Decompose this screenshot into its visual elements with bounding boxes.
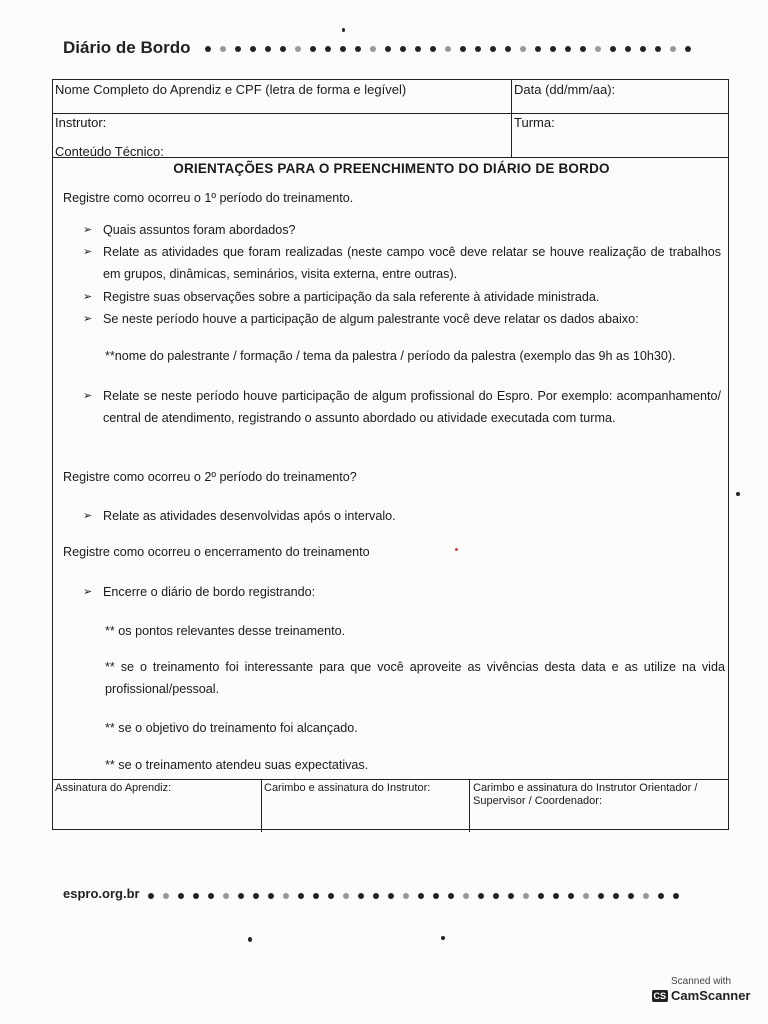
divider-dot [385, 46, 391, 52]
data-field-label[interactable]: Data (dd/mm/aa): [514, 82, 616, 97]
divider-dot [148, 893, 154, 899]
camscanner-watermark: Scanned with CS CamScanner [653, 976, 751, 1003]
divider-dot [445, 46, 451, 52]
divider-dot [613, 893, 619, 899]
arrowhead-bullet-icon: ➢ [83, 510, 93, 522]
scan-speck [736, 492, 740, 496]
divider-dot [223, 893, 229, 899]
divider-dot [250, 46, 256, 52]
divider-dot [238, 893, 244, 899]
divider-dot [280, 46, 286, 52]
instruction-paragraph: Registre como ocorreu o encerramento do treinamento [63, 545, 370, 559]
divider-dot [205, 46, 211, 52]
instruction-sub-item: ** se o objetivo do treinamento foi alcançado. [105, 721, 358, 735]
signature-divider [261, 780, 262, 832]
scan-speck [441, 936, 445, 940]
divider-dot [358, 893, 364, 899]
divider-dot [628, 893, 634, 899]
diario-de-bordo-form: Nome Completo do Aprendiz e CPF (letra de forma e legível) Data (dd/mm/aa): Instrutor: Turma: Conteúdo Técnico: ORIENTAÇÕES PARA O PREENCHIMENTO DO DIÁRIO DE BORDO Registre como ocorreu o 1º período do treinamento. ➢ Quais assuntos foram abordados? ➢ Relate as atividades que foram realizadas (neste campo você deve relatar se houve realização de trabalhos em grupos, dinâmicas, seminários, visita externa, entre outras). ➢ Registre suas observações sobre a participação da sala referente à atividade ministrada. ➢ Se neste período houve a participação de algum palestrante você deve relatar os dados abaixo: **nome do palestrante / formação / tema da palestra / período da palestra (exemplo das 9h as 10h30). ➢ Relate se neste período houve participação de algum profissional do Espro. Por exemplo: acompanhamento/ central de atendimento, registrando o assunto abordado ou atividade executada com turma. Registre como ocorreu o 2º período do treinamento? ➢ Relate as atividades desenvolvidas após o intervalo. Registre como ocorreu o encerramento do treinamento ➢ Encerre o diário de bordo registrando: ** os pontos relevantes desse treinamento. ** se o treinamento foi interessante para que você aproveite as vivências desta data e as utilize na vida profissional/pessoal. ** se o objetivo do treinamento foi alcançado. ** se o treinamento atendeu suas expectativas. Assinatura do Aprendiz: Carimbo e assinatura do Instrutor: Carimbo e assinatura do Instrutor Orientador / Supervisor / Coordenador: [52, 79, 729, 830]
arrowhead-bullet-icon: ➢ [83, 224, 93, 236]
divider-dot [490, 46, 496, 52]
page-header-title: Diário de Bordo [63, 38, 191, 57]
divider-dot [658, 893, 664, 899]
divider-dot [373, 893, 379, 899]
divider-dot [343, 893, 349, 899]
arrowhead-bullet-icon: ➢ [83, 313, 93, 325]
scan-speck [248, 937, 252, 942]
instruction-sub-item: ** se o treinamento atendeu suas expectativas. [105, 758, 369, 772]
divider-dot [610, 46, 616, 52]
divider-dot [655, 46, 661, 52]
divider-dot [475, 46, 481, 52]
arrowhead-bullet-icon: ➢ [83, 390, 93, 402]
assinatura-orientador-field[interactable]: Carimbo e assinatura do Instrutor Orientador / Supervisor / Coordenador: [473, 782, 698, 807]
footer-dot-divider [148, 893, 679, 899]
divider-dot [355, 46, 361, 52]
divider-dot [580, 46, 586, 52]
divider-dot [388, 893, 394, 899]
divider-dot [673, 893, 679, 899]
divider-dot [643, 893, 649, 899]
divider-dot [208, 893, 214, 899]
divider-dot [568, 893, 574, 899]
divider-dot [535, 46, 541, 52]
divider-dot [370, 46, 376, 52]
divider-dot [418, 893, 424, 899]
divider-dot [193, 893, 199, 899]
divider-dot [670, 46, 676, 52]
arrowhead-bullet-icon: ➢ [83, 246, 93, 258]
divider-dot [433, 893, 439, 899]
divider-dot [295, 46, 301, 52]
divider-dot [283, 893, 289, 899]
instruction-sub-item: **nome do palestrante / formação / tema da palestra / período da palestra (exemplo das 9h as 10h30). [105, 349, 676, 363]
nome-cpf-field-label[interactable]: Nome Completo do Aprendiz e CPF (letra de forma e legível) [55, 82, 407, 97]
signature-divider [469, 780, 470, 832]
divider-dot [565, 46, 571, 52]
divider-dot [550, 46, 556, 52]
divider-dot [538, 893, 544, 899]
divider-dot [493, 893, 499, 899]
divider-dot [553, 893, 559, 899]
divider-dot [430, 46, 436, 52]
divider-dot [415, 46, 421, 52]
divider-dot [298, 893, 304, 899]
divider-dot [598, 893, 604, 899]
divider-dot [640, 46, 646, 52]
camscanner-logo-icon: CS [653, 990, 667, 1001]
divider-dot [268, 893, 274, 899]
divider-dot [523, 893, 529, 899]
divider-dot [463, 893, 469, 899]
assinatura-aprendiz-field[interactable]: Assinatura do Aprendiz: [55, 782, 172, 794]
instruction-sub-item: ** se o treinamento foi interessante para que você aproveite as vivências desta data e as utilize na vida profissional/pessoal. [105, 660, 725, 696]
instrutor-field-label[interactable]: Instrutor: [55, 115, 107, 130]
divider-dot [520, 46, 526, 52]
divider-dot [328, 893, 334, 899]
divider-dot [508, 893, 514, 899]
divider-dot [460, 46, 466, 52]
divider-dot [265, 46, 271, 52]
scan-speck [342, 28, 345, 32]
divider-dot [685, 46, 691, 52]
instruction-paragraph: Registre como ocorreu o 2º período do treinamento? [63, 470, 357, 484]
turma-field-label[interactable]: Turma: [514, 115, 555, 130]
form-column-divider [511, 80, 512, 157]
divider-dot [478, 893, 484, 899]
divider-dot [163, 893, 169, 899]
divider-dot [313, 893, 319, 899]
arrowhead-bullet-icon: ➢ [83, 291, 93, 303]
assinatura-instrutor-field[interactable]: Carimbo e assinatura do Instrutor: [264, 782, 431, 794]
divider-dot [253, 893, 259, 899]
header-dot-divider [205, 46, 691, 52]
divider-dot [583, 893, 589, 899]
divider-dot [595, 46, 601, 52]
divider-dot [625, 46, 631, 52]
divider-dot [403, 893, 409, 899]
footer-url: espro.org.br [63, 886, 140, 901]
divider-dot [220, 46, 226, 52]
divider-dot [178, 893, 184, 899]
instruction-sub-item: ** os pontos relevantes desse treinamento. [105, 624, 346, 638]
divider-dot [235, 46, 241, 52]
divider-dot [310, 46, 316, 52]
divider-dot [448, 893, 454, 899]
divider-dot [505, 46, 511, 52]
orientacoes-title: ORIENTAÇÕES PARA O PREENCHIMENTO DO DIÁRIO DE BORDO [173, 161, 610, 176]
conteudo-tecnico-field-label[interactable]: Conteúdo Técnico: [55, 144, 164, 159]
signature-row [53, 779, 728, 832]
scan-speck [455, 548, 458, 551]
divider-dot [325, 46, 331, 52]
arrowhead-bullet-icon: ➢ [83, 586, 93, 598]
divider-dot [400, 46, 406, 52]
divider-dot [340, 46, 346, 52]
instruction-paragraph: Registre como ocorreu o 1º período do treinamento. [63, 191, 354, 205]
